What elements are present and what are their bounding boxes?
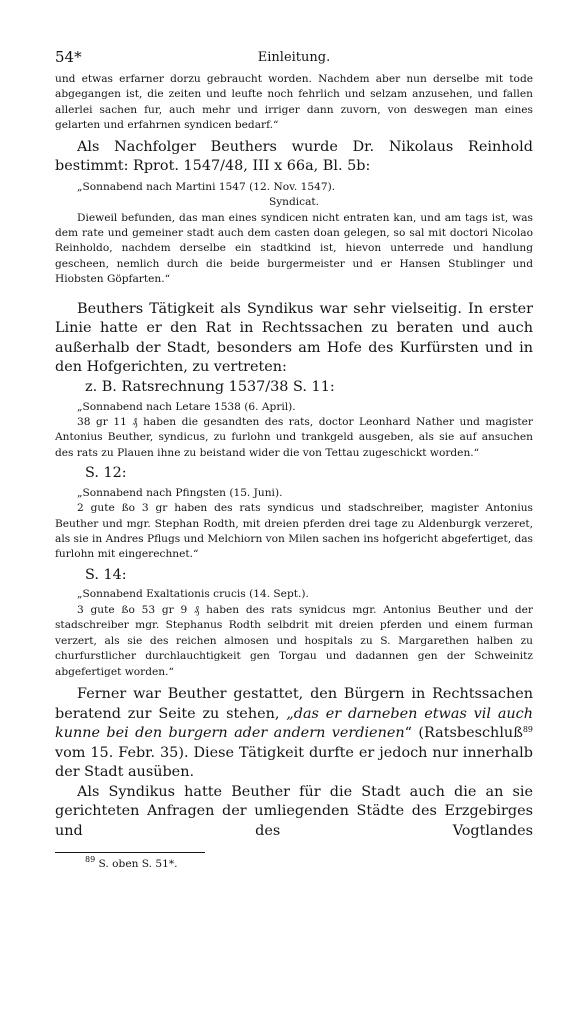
quote-paragraph: Dieweil befunden, das man eines syndicen nicht entraten kan, und am tags ist, was dem rate und gemeiner stadt auch dem casten doan gelegen, so sal mit doctori Nicolao Reinholdo, nachdem derselbe ein stadtkind ist, hievon unterrede und handlung gescheen, nemlich durch die beide burgermeister und er Hansen Stublinger und Hiobsten Göpfarten.“ xyxy=(55,211,533,286)
page-header xyxy=(55,48,533,72)
document-page xyxy=(55,48,533,871)
quote-heading: „Sonnabend nach Letare 1538 (6. April). xyxy=(77,400,296,413)
quote-paragraph: 2 gute ßo 3 gr haben des rats syndicus und stadschreiber, magister Antonius Beuther und mgr. Stephan Rodth, mit dreien pferden drei tage zu Aldenburgk verzeret, als sie in Andres Pflugs und Melchiorn von Milen sachen ins hofgericht abgefertiget, das furlohn mit eingerechnet.“ xyxy=(55,502,533,561)
footnote-text: S. oben S. 51*. xyxy=(95,857,178,870)
source-reference: S. 14: xyxy=(85,566,127,583)
quote-heading: „Sonnabend Exaltationis crucis (14. Sept.). xyxy=(77,588,309,601)
footnote-divider xyxy=(55,852,205,853)
quote-paragraph: 3 gute ßo 53 gr 9 ₰ haben des rats synidcus mgr. Antonius Beuther und der stadschreiber mgr. Stephanus Rodth selbdrit mit dreien pferden und einem furman verzert, als sie des reichen almosen und hospitals zu S. Margarethen halben zu churfurstlicher durchlauchtigkeit gen Torgau und dadannen gen der Schweinitz abgefertiget worden.“ xyxy=(55,603,533,678)
quote-paragraph: und etwas erfarner dorzu gebraucht worden. Nachdem aber nun derselbe mit tode abgegangen ist, die zeiten und leufte noch fehrlich und selzam anzusehen, und fallen allerlei sachen fur, auch mehr und irriger dann zuvorn, von deswegen man eines gelarten und erfahrnen syndicen bedarf.“ xyxy=(55,73,533,132)
body-paragraph xyxy=(55,685,533,783)
quote-heading: „Sonnabend nach Martini 1547 (12. Nov. 1547). xyxy=(77,180,336,193)
body-text: “ (Ratsbeschluß xyxy=(404,725,523,742)
source-reference: S. 12: xyxy=(85,465,127,482)
body-paragraph: Beuthers Tätigkeit als Syndikus war sehr vielseitig. In erster Linie hatte er den Rat in Rechtssachen zu beraten und auch außerhalb der Stadt, besonders am Hofe des Kurfürsten und in den Hofgerichten, zu vertreten: xyxy=(55,300,533,376)
quote-heading: „Sonnabend nach Pfingsten (15. Juni). xyxy=(77,486,283,499)
body-paragraph: Als Nachfolger Beuthers wurde Dr. Nikolaus Reinhold bestimmt: Rprot. 1547/48, III x 66a, Bl. 5b: xyxy=(55,138,533,175)
italic-quote: „das er darneben etwas vil auch kunne bei den burgern ader andern verdienen xyxy=(55,705,533,742)
footnote-marker: 89 xyxy=(85,854,96,864)
quote-paragraph: 38 gr 11 ₰ haben die gesandten des rats, doctor Leonhard Nather und magister Antonius Beuther, syndicus, zu furlohn und trankgeld ausgeben, als sie auf ansuchen des rats zu Plauen ihne zu beistand wider die von Tettau zugeschickt worden.“ xyxy=(55,416,533,459)
page-number: 54* xyxy=(55,48,82,66)
running-title: Einleitung. xyxy=(257,50,331,65)
footnote xyxy=(55,854,533,871)
body-paragraph: Als Syndikus hatte Beuther für die Stadt auch die an sie gerichteten Anfragen der umliegenden Städte des Erzgebirges und des Vogtlandes xyxy=(55,783,533,840)
source-reference: z. B. Ratsrechnung 1537/38 S. 11: xyxy=(85,379,335,396)
body-text: Ferner war Beuther gestattet, den Bürgern in Rechtssachen beratend zur Seite zu stehen, xyxy=(55,685,533,722)
quote-subheading: Syndicat. xyxy=(268,196,320,209)
footnote-marker: 89 xyxy=(522,725,533,735)
body-text: vom 15. Febr. 35). Diese Tätigkeit durfte er jedoch nur innerhalb der Stadt ausüben. xyxy=(55,744,533,781)
